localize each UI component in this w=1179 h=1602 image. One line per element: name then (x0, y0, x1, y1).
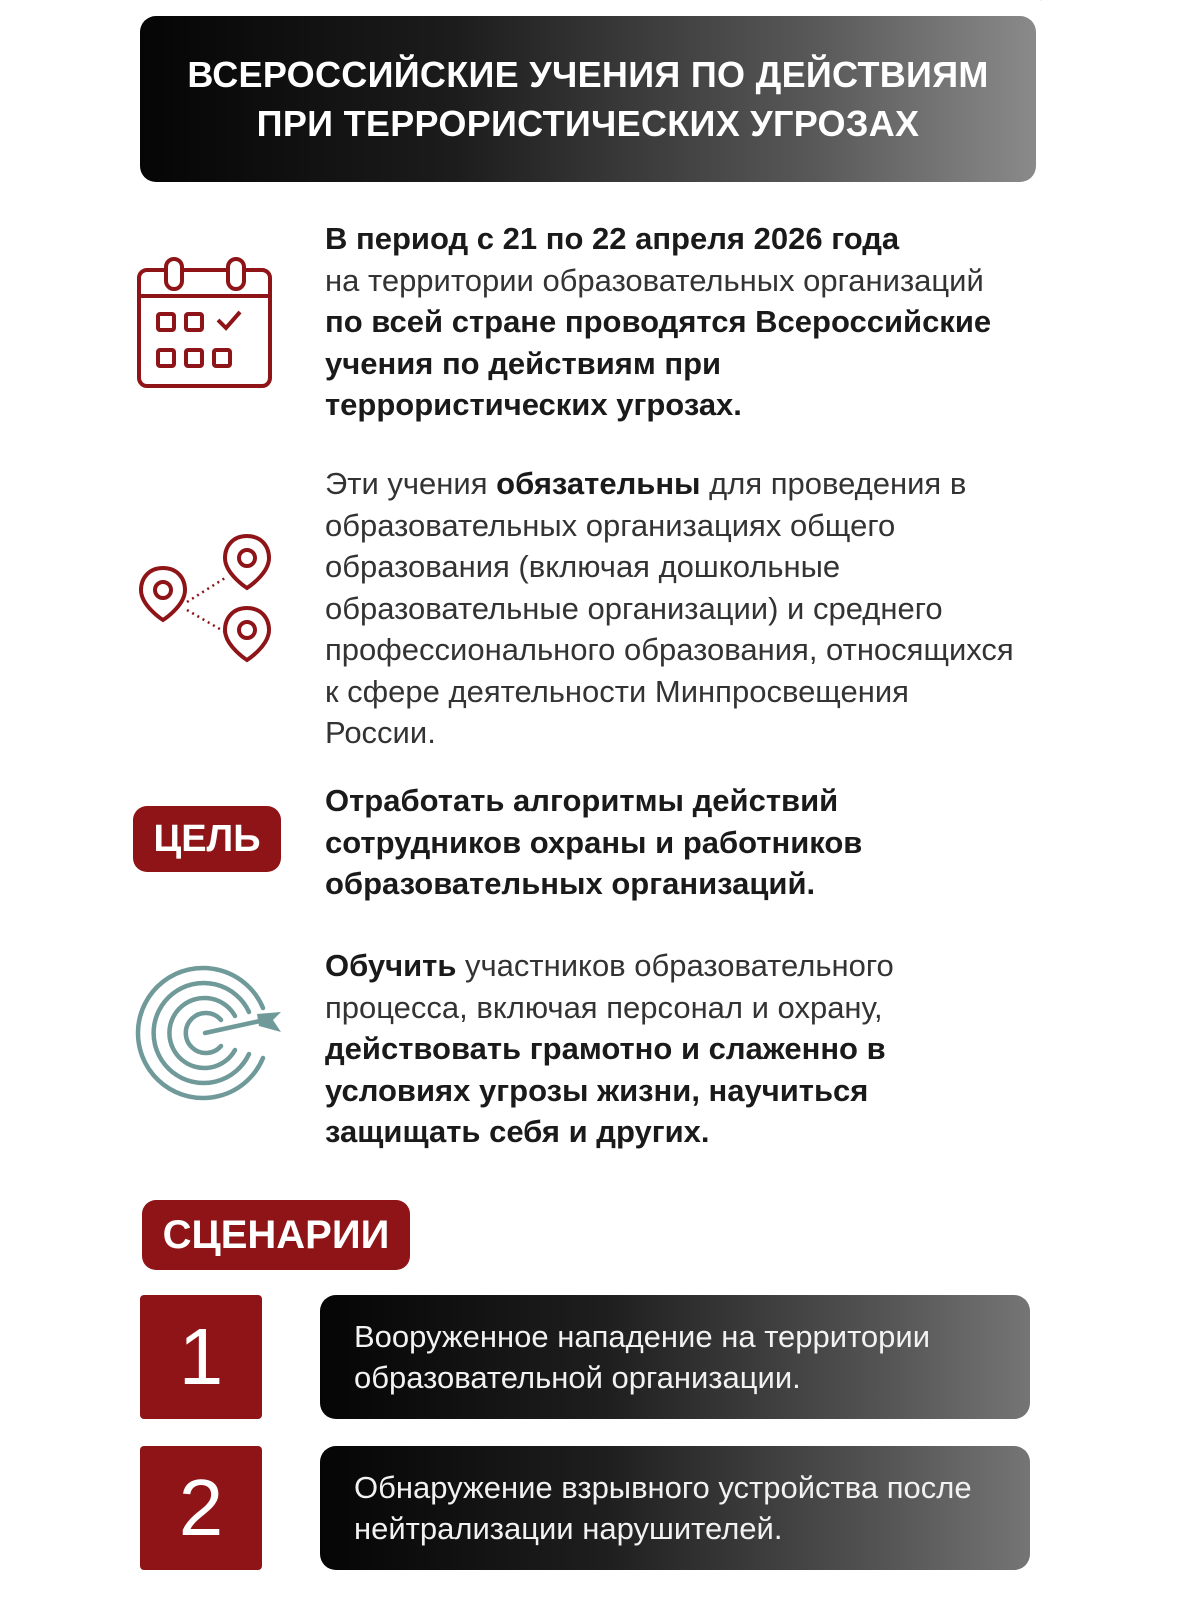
scenario-card-1 (320, 1295, 1030, 1419)
train-text-b: участников образовательного процесса, включая персонал и охрану, (325, 948, 894, 1025)
header-banner (140, 16, 1036, 182)
goal-tag: ЦЕЛЬ (133, 806, 281, 872)
scenario-number-1: 1 (140, 1295, 262, 1419)
dates-bold: В период с 21 по 22 апреля 2026 года (325, 221, 900, 256)
dates-block (325, 218, 1005, 426)
page-title: ВСЕРОССИЙСКИЕ УЧЕНИЯ ПО ДЕЙСТВИЯМ ПРИ ТЕРРОРИСТИЧЕСКИХ УГРОЗАХ (187, 54, 989, 144)
dates-text: на территории образовательных организаций (325, 262, 984, 298)
goal-text: Отработать алгоритмы действий сотрудников охраны и работников образовательных организаций. (325, 783, 863, 901)
train-block (325, 945, 985, 1153)
mandatory-text-a: Эти учения (325, 466, 497, 501)
calendar-icon (136, 256, 274, 390)
mandatory-bold: обязательны (496, 466, 701, 501)
scenarios-tag: СЦЕНАРИИ (142, 1200, 410, 1270)
scenario-card-2 (320, 1446, 1030, 1570)
map-pins-icon (137, 532, 277, 666)
corner-mark-icon (1027, 0, 1117, 4)
goal-block (325, 780, 945, 905)
train-bold-a: Обучить (325, 948, 457, 983)
dates-bold-tail: по всей стране проводятся Всероссийские учения по действиям при террористических угрозах. (325, 304, 992, 422)
mandatory-block (325, 463, 1015, 754)
scenario-text-1: Вооруженное нападение на территории образовательной организации. (354, 1319, 931, 1395)
mandatory-text-c: для проведения в образовательных организациях общего образования (включая дошкольные образовательные организации) и среднего профессионального образования, относящихся к сфере деятельности Минпросвещения России. (325, 466, 1014, 750)
target-arrow-icon (135, 962, 285, 1102)
scenario-text-2: Обнаружение взрывного устройства после нейтрализации нарушителей. (354, 1470, 972, 1546)
train-bold-c: действовать грамотно и слаженно в условиях угрозы жизни, научиться защищать себя и других. (325, 1031, 886, 1149)
scenario-number-2: 2 (140, 1446, 262, 1570)
